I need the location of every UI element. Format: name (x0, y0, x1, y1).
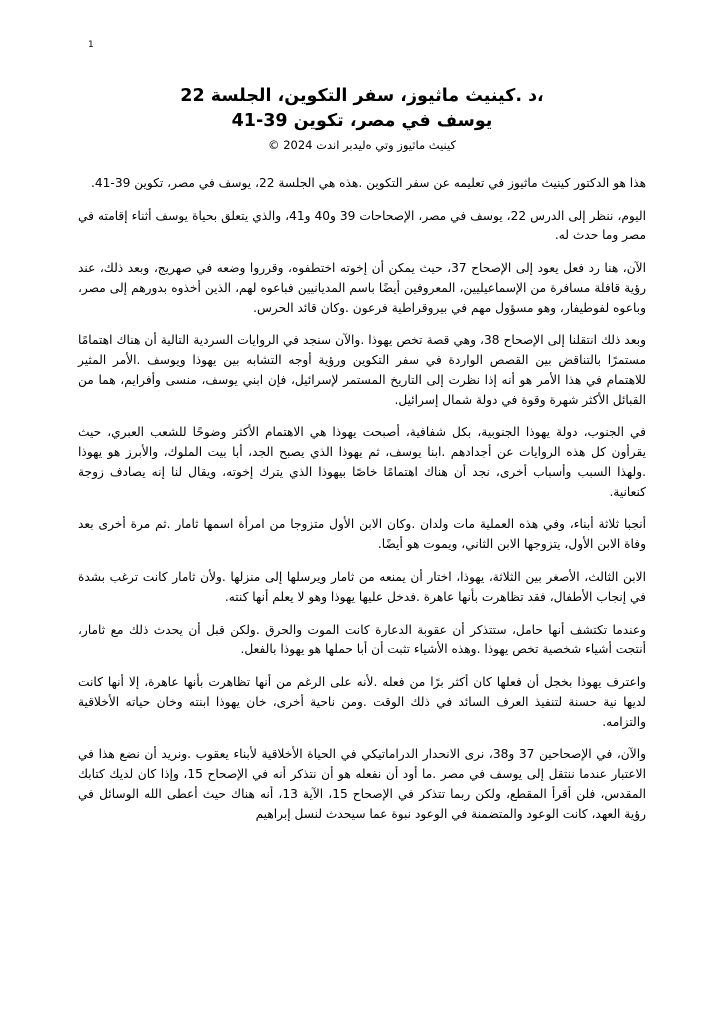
paragraph: الابن الثالث، الأصغر بين الثلاثة، يهوذا، اختار أن يمنعه من ثامار ويرسلها إلى منزلها .ولأن ثامار كانت ترغب بشدة في إنجاب الأطفال، فقد تظاهرت بأنها عاهرة .فدخل عليها يهوذا وهو لا يعلم أنها كنته. (78, 570, 646, 604)
title-line-2: يوسف في مصر، تكوين 39-41 (231, 111, 493, 132)
document-title-block (78, 84, 646, 152)
paragraph: في الجنوب، دولة يهوذا الجنوبية، بكل شفافية، أصبحت يهوذا هي الاهتمام الأكثر وضوحًا للشعب العبري، حيث يقرأون كل هذه الروايات عن أجدادهم .ابنا يوسف، ثم يهوذا الذي يصبح الجد، أبا بيت الملوك، والأبرز هو يهوذا .ولهذا السبب وأسباب أخرى، نجد أن هناك اهتمامًا خاصًا بيهوذا الذي يترك إخوته، ويقال لنا إنه يصادف زوجة كنعانية. (78, 425, 646, 499)
paragraph: الآن، هنا رد فعل يعود إلى الإصحاح 37، حيث يمكن أن إخوته اختطفوه، وقرروا وضعه في صهريج، وبعد ذلك، عند رؤية قافلة مسافرة من الإسماعيليين، المعروفين أيضًا باسم المديانيين فباعوه لهم، الذين أخذوه بدورهم إلى مصر، وباعوه لفوطيفار، وهو مسؤول مهم في بيروقراطية فرعون .وكان قائد الحرس. (78, 261, 646, 315)
document-body (78, 174, 646, 825)
paragraph: واعترف يهوذا بخجل أن فعلها كان أكثر برًا من فعله .لأنه على الرغم من أنها تظاهرت بأنها عاهرة، إلا أنها كانت لديها نية حسنة لتنفيذ العرف السائد في ذلك الوقت .ومن ناحية أخرى، خان يهوذا ابنته وخان حياته الأخلاقية والتزامه. (78, 675, 646, 729)
paragraph: أنجبا ثلاثة أبناء، وفي هذه العملية مات ولدان .وكان الابن الأول متزوجا من امرأة اسمها ثامار .ثم مرة أخرى بعد وفاة الابن الأول، يتزوجها الابن الثاني، ويموت هو أيضًا. (78, 517, 646, 552)
paragraph: اليوم، ننظر إلى الدرس 22، يوسف في مصر، الإصحاحات 39 و40 و41، والذي يتعلق بحياة يوسف أثناء إقامته في مصر وما حدث له. (78, 208, 647, 243)
paragraph: وبعد ذلك انتقلنا إلى الإصحاح 38، وهي قصة تخص يهوذا .والآن سنجد في الروايات السردية التالية أن هناك اهتمامًا مستمرًا بالتناقض بين القصص الواردة في سفر التكوين ورؤية أوجه التشابه بين يهوذا ويوسف .الأمر المثير للاهتمام في هذا الأمر هو أنه إذا نظرت إلى التاريخ المستمر لإسرائيل، فإن ابني يوسف، منسى وأفرايم، هما من القبائل الأكثر شهرة وقوة في دولة شمال إسرائيل. (78, 333, 646, 407)
copyright-line: كينيث ماثيوز وتي ەليدبر اندت 2024 © (268, 137, 456, 152)
paragraph: هذا هو الدكتور كينيث ماثيوز في تعليمه عن سفر التكوين .هذه هي الجلسة 22، يوسف في مصر، تكوين 39-41. (91, 175, 646, 190)
paragraph: والآن، في الإصحاحين 37 و38، نرى الانحدار الدراماتيكي في الحياة الأخلاقية لأبناء يعقوب .ونريد أن نضع هذا في الاعتبار عندما ننتقل إلى يوسف في مصر .ما أود أن نفعله هو أن نتذكر أنه في الإصحاح 15، وإذا كان لديك كتابك المقدس، فلن أقرأ المقطع، ولكن ربما تتذكر في الإصحاح 15، الآية 13، أنه هناك حيث أعطى الله الوسائل في رؤية العهد، كانت الوعود والمتضمنة في الوعود نبوة عما سيحدث لنسل إبراهيم (78, 747, 646, 821)
page-number: 1 (88, 40, 94, 50)
paragraph: وعندما تكتشف أنها حامل، ستتذكر أن عقوبة الدعارة كانت الموت والحرق .ولكن قبل أن يحدث ذلك مع ثامار، أنتجت أشياء شخصية تخص يهوذا .وهذه الأشياء تثبت أن أبا حملها هو يهوذا بالفعل. (78, 622, 646, 657)
title-line-1: ،د .كينيث ماثيوز، سفر التكوين، الجلسة 22 (180, 86, 544, 106)
